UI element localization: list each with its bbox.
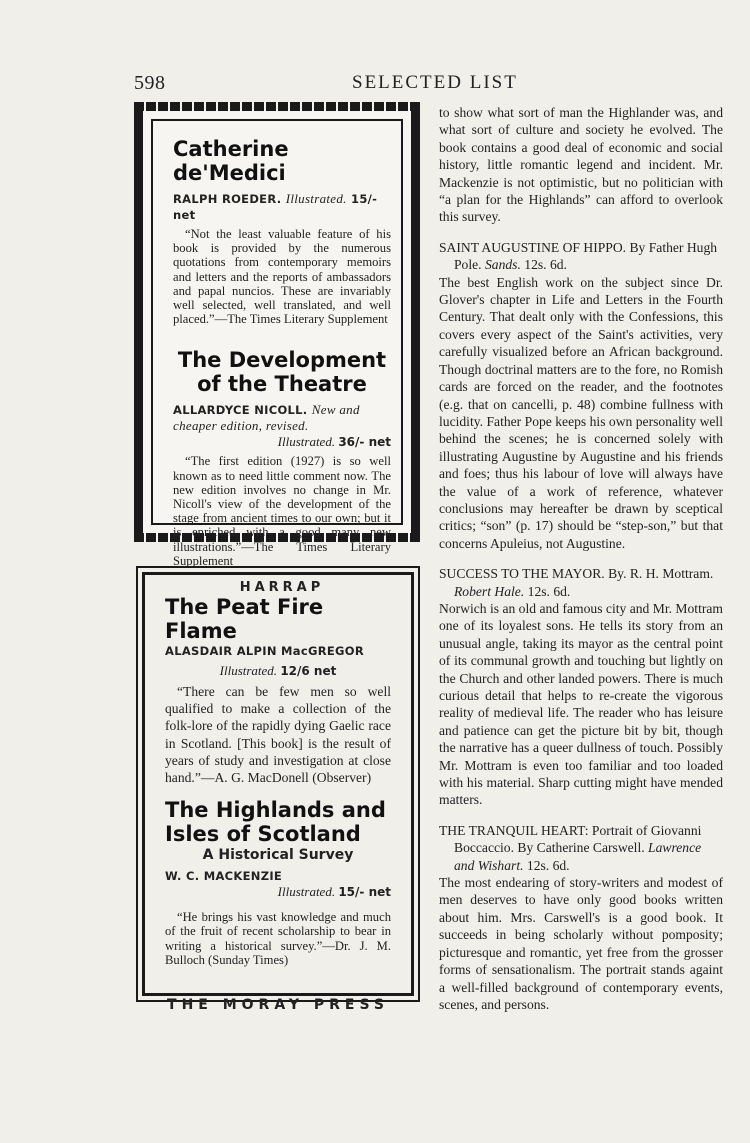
price-line-theatre	[173, 434, 391, 450]
author-name: RALPH ROEDER.	[173, 192, 282, 206]
price-line-peat	[165, 663, 391, 679]
review-title: SAINT AUGUSTINE OF HIPPO. By Father Hugh Pole.	[439, 239, 718, 273]
moray-press-advertisement	[136, 566, 420, 1014]
book-details: Illustrated.	[277, 434, 336, 450]
title-line-1: The Development	[177, 348, 387, 373]
book-edition: New and cheaper edition, revised.	[173, 402, 360, 434]
book-author-mackenzie: W. C. MACKENZIE	[165, 869, 283, 884]
review-body-mayor: Norwich is an old and famous city and Mr. Mottram one of its loyalest sons. He tells its story from an unusual angle, taking its mayor as the central point of its communal growth and touching but lightly on the Church and other landed powers. There is much curious detail that helps to re-create the vigorous reality of medieval life. The reader who has leisure and patience can get the picture bit by bit, though the narrative has a queer dullness of touch. Possibly Mr. Mottram is even too familiar and too loaded with his material. Sharp cutting might have mended matters.	[439, 600, 723, 808]
review-title: THE TRANQUIL HEART: Portrait of Giovanni Boccaccio. By Catherine Carswell.	[439, 822, 702, 856]
review-heading-mayor	[439, 565, 723, 600]
book-author-roeder	[173, 191, 391, 223]
book-details: Illustrated.	[285, 191, 347, 206]
book-price: 36/- net	[338, 435, 391, 450]
review-publisher: Lawrence and Wishart.	[454, 840, 702, 873]
publisher-moray: THE MORAY PRESS	[167, 997, 389, 1014]
review-continuation: to show what sort of man the Highlander was, and what sort of culture and society he evolved. The book contains a good deal of economic and social history, little romantic legend and incident. Mr. Mackenzie is not optimistic, but no politician with “a plan for the Highlands” can afford to overlook this survey.	[439, 105, 723, 225]
book-author-nicoll	[173, 402, 391, 434]
review-body-augustine: The best English work on the subject since Dr. Glover's chapter in Life and Letters in the Fourth Century. That dealt only with the Confessions, this covers every aspect of the Saint's activities, very carefully visualized before an African background. Though doctrinal matters are to the fore, no Romish cards are forced on the reader, and the footnotes (e.g. that on cancelli, p. 48) combine fullness with lucidity. Father Pope keeps his own personality well behind the scenes; he is concerned solely with illustrating Augustine by Augustine and his friends and foes; thus his labour of love will always have the value of a work of reference, whatever conclusions may hereafter be drawn by sceptical critics; “son” (p. 17) should be “step-son,” but that concerns Apuleius, not Augustine.	[439, 274, 723, 551]
price-line-highlands	[165, 884, 391, 900]
harrap-ad-inner	[151, 119, 403, 596]
book-author-macgregor: ALASDAIR ALPIN MacGREGOR	[165, 644, 364, 658]
page-number: 598	[134, 72, 166, 94]
book-price: 12/6 net	[280, 664, 337, 678]
review-heading-augustine	[439, 239, 723, 274]
moray-ad-inner	[142, 572, 414, 1014]
review-quote-highlands: “He brings his vast knowledge and much of the fruit of recent scholarship to bear in writing a historical survey.”—Dr. J. M. Bulloch (Sunday Times)	[165, 910, 391, 967]
review-quote-peat: “There can be few men so well qualified to make a collection of the folk-lore of the rapidly dying Gaelic race in Scotland. [This book] is the result of years of study and investigation at close hand.”—A. G. MacDonell (Observer)	[165, 684, 391, 786]
review-title: SUCCESS TO THE MAYOR. By. R. H. Mottram.	[439, 566, 714, 582]
publisher-harrap: HARRAP	[239, 580, 325, 596]
review-publisher: Robert Hale.	[454, 583, 525, 599]
book-title-catherine: Catherine de'Medici	[173, 137, 289, 185]
review-heading-tranquil-heart	[439, 822, 723, 874]
review-body-tranquil-heart: The most endearing of story-writers and modest of men deserves to have only good books written about him. Mrs. Carswell's is a good book. It succeeds in being scholarly without pomposity; picturesque and romantic, yet free from the grosser forms of sensationalism. The portrait stands againt a well-filled background of contemporary events, scenes, and persons.	[439, 875, 723, 1012]
book-title-highlands	[165, 798, 391, 846]
review-publisher: Sands.	[484, 257, 521, 273]
book-details: Illustrated.	[277, 884, 336, 900]
review-price: 12s. 6d.	[526, 857, 570, 873]
page-header	[134, 72, 724, 96]
title-line-2: Isles of Scotland	[165, 822, 361, 847]
book-price: 15/- net	[338, 885, 391, 900]
harrap-advertisement	[134, 102, 420, 596]
running-title: SELECTED LIST	[352, 72, 518, 93]
decorative-border-top	[134, 102, 420, 111]
author-name: ALLARDYCE NICOLL.	[173, 403, 308, 418]
review-price: 12s. 6d.	[524, 257, 567, 273]
book-price: 15/- net	[173, 192, 378, 222]
title-line-1: The Highlands and	[165, 798, 386, 823]
book-subtitle: A Historical Survey	[202, 847, 354, 864]
review-quote-catherine: “Not the least valuable feature of his book is provided by the numerous quotations from contemporary memoirs and letters and the reports of ambassadors and papal nuncios. These are invariably well selected, well translated, and well placed.”—The Times Literary Supplement	[173, 227, 391, 327]
review-quote-theatre: “The first edition (1927) is so well known as to need little comment now. The new edition involves no change in Mr. Nicoll's view of the development of the stage from ancient times to our own; but it is enriched with a good many new illustrations.”—The Times Literary Supplement	[173, 454, 391, 568]
book-title-theatre	[173, 348, 391, 396]
review-price: 12s. 6d.	[527, 583, 571, 599]
book-details: Illustrated.	[219, 663, 278, 678]
book-title-peat: The Peat Fire Flame	[165, 595, 324, 643]
review-column	[439, 104, 723, 1013]
title-line-2: of the Theatre	[197, 372, 367, 397]
